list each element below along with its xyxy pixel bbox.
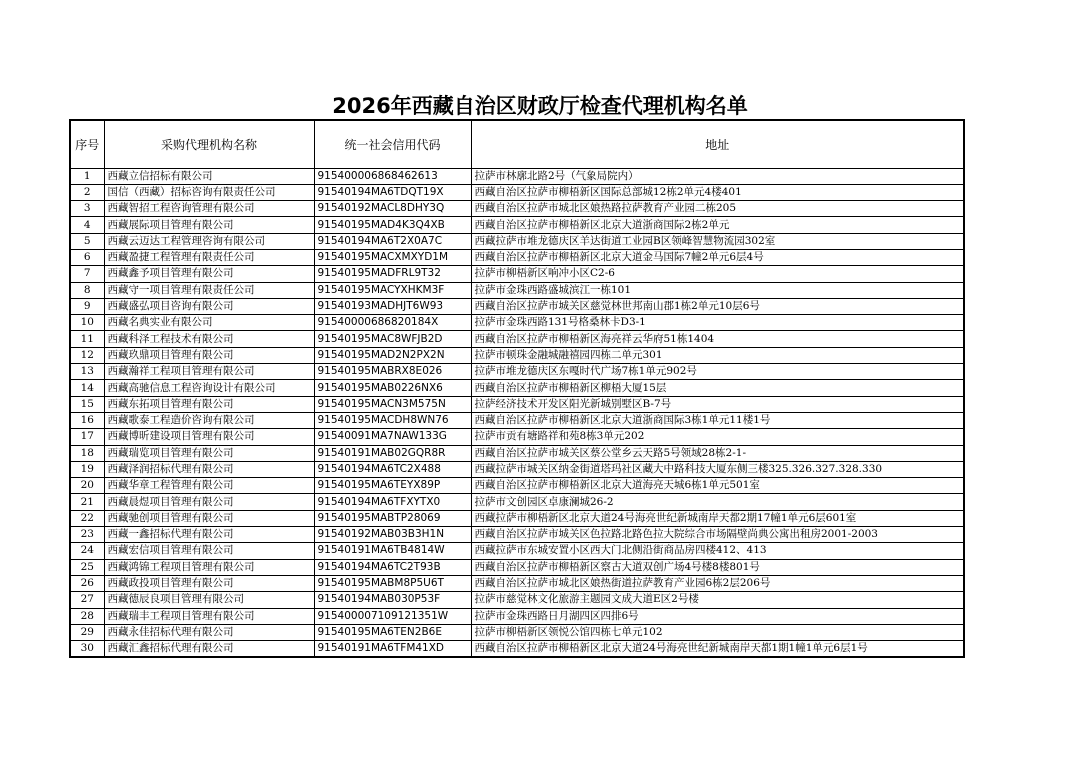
cell-credit-code: 91540195MACYXHKM3F [314, 282, 471, 298]
cell-credit-code: 91540194MAB030P53F [314, 592, 471, 608]
table-row [70, 201, 964, 217]
table-row [70, 184, 964, 200]
cell-address: 西藏自治区拉萨市柳梧新区柳梧大厦15层 [471, 380, 964, 396]
cell-credit-code: 91540195MA6TEYX89P [314, 478, 471, 494]
cell-credit-code: 91540195MABTP28069 [314, 510, 471, 526]
header-seq: 序号 [70, 120, 104, 168]
cell-agency-name: 西藏政投项目管理有限公司 [104, 575, 314, 591]
cell-seq: 19 [70, 461, 104, 477]
table-row [70, 608, 964, 624]
cell-credit-code: 91540195MAD4K3Q4XB [314, 217, 471, 233]
cell-address: 西藏自治区拉萨市柳梧新区北京大道海亮天城6栋1单元501室 [471, 478, 964, 494]
table-row [70, 461, 964, 477]
cell-address: 拉萨市柳梧新区领悦公馆四栋七单元102 [471, 624, 964, 640]
cell-agency-name: 西藏瑞览项目管理有限公司 [104, 445, 314, 461]
cell-address: 拉萨市堆龙德庆区东嘎时代广场7栋1单元902号 [471, 364, 964, 380]
cell-agency-name: 西藏东拓项目管理有限公司 [104, 396, 314, 412]
cell-seq: 2 [70, 184, 104, 200]
table-row [70, 624, 964, 640]
cell-address: 西藏自治区拉萨市城关区色拉路北路色拉大院综合市场隔壁尚典公寓出租房2001-2003 [471, 527, 964, 543]
cell-seq: 10 [70, 315, 104, 331]
table-row [70, 168, 964, 184]
cell-credit-code: 91540191MA6TFM41XD [314, 641, 471, 658]
cell-credit-code: 91540195MAB0226NX6 [314, 380, 471, 396]
cell-address: 西藏自治区拉萨市柳梧新区察古大道双创广场4号楼8楼801号 [471, 559, 964, 575]
cell-credit-code: 91540091MA7NAW133G [314, 429, 471, 445]
table-row [70, 575, 964, 591]
cell-agency-name: 西藏永佳招标代理有限公司 [104, 624, 314, 640]
cell-seq: 30 [70, 641, 104, 658]
cell-credit-code: 91540194MA6TDQT19X [314, 184, 471, 200]
table-row [70, 559, 964, 575]
cell-agency-name: 西藏鑫予项目管理有限公司 [104, 266, 314, 282]
table-row [70, 282, 964, 298]
cell-agency-name: 西藏名典实业有限公司 [104, 315, 314, 331]
cell-seq: 25 [70, 559, 104, 575]
cell-credit-code: 915400006868462613 [314, 168, 471, 184]
cell-credit-code: 91540195MABM8P5U6T [314, 575, 471, 591]
cell-agency-name: 西藏盈捷工程管理有限责任公司 [104, 249, 314, 265]
cell-seq: 9 [70, 298, 104, 314]
cell-address: 西藏拉萨市堆龙德庆区羊达街道工业园B区领峰智慧物流园302室 [471, 233, 964, 249]
cell-seq: 24 [70, 543, 104, 559]
cell-address: 拉萨经济技术开发区阳光新城别墅区B-7号 [471, 396, 964, 412]
cell-seq: 21 [70, 494, 104, 510]
table-row [70, 429, 964, 445]
table-row [70, 494, 964, 510]
cell-address: 拉萨市金珠西路131号格桑林卡D3-1 [471, 315, 964, 331]
table-row [70, 315, 964, 331]
table-row [70, 510, 964, 526]
cell-agency-name: 西藏科泽工程技术有限公司 [104, 331, 314, 347]
cell-credit-code: 91540195MACN3M575N [314, 396, 471, 412]
cell-credit-code: 91540194MA6TC2T93B [314, 559, 471, 575]
cell-address: 西藏自治区拉萨市柳梧新区北京大道24号海亮世纪新城南岸天都1期1幢1单元6层1号 [471, 641, 964, 658]
cell-credit-code: 91540195MAD2N2PX2N [314, 347, 471, 363]
cell-seq: 6 [70, 249, 104, 265]
cell-agency-name: 西藏瀚祥工程项目管理有限公司 [104, 364, 314, 380]
cell-agency-name: 西藏瑞丰工程项目管理有限公司 [104, 608, 314, 624]
cell-agency-name: 西藏智招工程咨询管理有限公司 [104, 201, 314, 217]
table-body [70, 168, 964, 657]
cell-agency-name: 西藏宏信项目管理有限公司 [104, 543, 314, 559]
cell-agency-name: 西藏博昕建设项目管理有限公司 [104, 429, 314, 445]
cell-credit-code: 91540191MA6TB4814W [314, 543, 471, 559]
table-row [70, 380, 964, 396]
cell-credit-code: 91540195MA6TEN2B6E [314, 624, 471, 640]
cell-agency-name: 西藏云迈达工程管理咨询有限公司 [104, 233, 314, 249]
cell-credit-code: 91540195MAC8WFJB2D [314, 331, 471, 347]
cell-credit-code: 91540194MA6T2X0A7C [314, 233, 471, 249]
cell-address: 拉萨市顿珠金融城融禧园四栋二单元301 [471, 347, 964, 363]
cell-seq: 12 [70, 347, 104, 363]
cell-address: 拉萨市林廓北路2号（气象局院内） [471, 168, 964, 184]
table-row [70, 347, 964, 363]
table-row [70, 396, 964, 412]
cell-address: 拉萨市金珠西路日月湖四区四排6号 [471, 608, 964, 624]
cell-seq: 1 [70, 168, 104, 184]
cell-agency-name: 西藏高驰信息工程咨询设计有限公司 [104, 380, 314, 396]
cell-agency-name: 西藏玖鼎项目管理有限公司 [104, 347, 314, 363]
cell-seq: 20 [70, 478, 104, 494]
cell-address: 拉萨市慈觉林文化旅游主题园文成大道E区2号楼 [471, 592, 964, 608]
cell-address: 拉萨市贡有塘路祥和苑8栋3单元202 [471, 429, 964, 445]
header-code: 统一社会信用代码 [314, 120, 471, 168]
cell-credit-code: 915400007109121351W [314, 608, 471, 624]
cell-seq: 23 [70, 527, 104, 543]
cell-seq: 17 [70, 429, 104, 445]
cell-agency-name: 西藏汇鑫招标代理有限公司 [104, 641, 314, 658]
cell-agency-name: 西藏华章工程管理有限公司 [104, 478, 314, 494]
cell-seq: 3 [70, 201, 104, 217]
table-row [70, 412, 964, 428]
cell-seq: 15 [70, 396, 104, 412]
cell-agency-name: 西藏泽润招标代理有限公司 [104, 461, 314, 477]
cell-address: 拉萨市文创园区卓康澜城26-2 [471, 494, 964, 510]
cell-address: 西藏自治区拉萨市柳梧新区北京大道金马国际7幢2单元6层4号 [471, 249, 964, 265]
table-row [70, 364, 964, 380]
cell-agency-name: 西藏歌泰工程造价咨询有限公司 [104, 412, 314, 428]
cell-seq: 29 [70, 624, 104, 640]
cell-seq: 27 [70, 592, 104, 608]
cell-credit-code: 91540192MAB03B3H1N [314, 527, 471, 543]
cell-address: 西藏拉萨市城关区纳金街道塔玛社区藏大中路科技大厦东侧三楼325.326.327.328.330 [471, 461, 964, 477]
agency-table [69, 119, 965, 658]
cell-seq: 7 [70, 266, 104, 282]
cell-address: 拉萨市柳梧新区响冲小区C2-6 [471, 266, 964, 282]
cell-address: 西藏自治区拉萨市柳梧新区海亮祥云华府51栋1404 [471, 331, 964, 347]
cell-credit-code: 91540192MACL8DHY3Q [314, 201, 471, 217]
cell-seq: 16 [70, 412, 104, 428]
cell-seq: 13 [70, 364, 104, 380]
cell-address: 西藏自治区拉萨市城北区娘热路拉萨教育产业园二栋205 [471, 201, 964, 217]
cell-seq: 5 [70, 233, 104, 249]
cell-address: 西藏拉萨市柳梧新区北京大道24号海亮世纪新城南岸天都2期17幢1单元6层601室 [471, 510, 964, 526]
cell-seq: 18 [70, 445, 104, 461]
cell-credit-code: 91540000686820184X [314, 315, 471, 331]
header-address: 地址 [471, 120, 964, 168]
cell-seq: 14 [70, 380, 104, 396]
table-row [70, 592, 964, 608]
cell-address: 西藏自治区拉萨市柳梧新区北京大道浙商国际3栋1单元11楼1号 [471, 412, 964, 428]
cell-agency-name: 西藏驰创项目管理有限公司 [104, 510, 314, 526]
cell-address: 西藏自治区拉萨市城关区慈觉林世邦南山郡1栋2单元10层6号 [471, 298, 964, 314]
cell-credit-code: 91540195MADFRL9T32 [314, 266, 471, 282]
cell-credit-code: 91540194MA6TC2X488 [314, 461, 471, 477]
table-row [70, 527, 964, 543]
cell-address: 西藏自治区拉萨市城北区娘热街道拉萨教育产业园6栋2层206号 [471, 575, 964, 591]
cell-agency-name: 国信（西藏）招标咨询有限责任公司 [104, 184, 314, 200]
table-row [70, 266, 964, 282]
cell-seq: 8 [70, 282, 104, 298]
cell-credit-code: 91540195MACXMXYD1M [314, 249, 471, 265]
table-row [70, 478, 964, 494]
cell-credit-code: 91540191MAB02GQR8R [314, 445, 471, 461]
cell-agency-name: 西藏展际项目管理有限公司 [104, 217, 314, 233]
cell-seq: 4 [70, 217, 104, 233]
table-row [70, 233, 964, 249]
cell-credit-code: 91540193MADHJT6W93 [314, 298, 471, 314]
cell-address: 西藏自治区拉萨市城关区蔡公堂乡云天路5号领域28栋2-1- [471, 445, 964, 461]
cell-address: 拉萨市金珠西路盛城滨江一栋101 [471, 282, 964, 298]
cell-seq: 26 [70, 575, 104, 591]
table-row [70, 331, 964, 347]
page-title: 2026年西藏自治区财政厅检查代理机构名单 [332, 94, 748, 118]
cell-agency-name: 西藏一鑫招标代理有限公司 [104, 527, 314, 543]
table-header-row [70, 120, 964, 168]
cell-seq: 28 [70, 608, 104, 624]
cell-seq: 22 [70, 510, 104, 526]
table-row [70, 543, 964, 559]
cell-credit-code: 91540194MA6TFXYTX0 [314, 494, 471, 510]
table-row [70, 641, 964, 658]
table-row [70, 298, 964, 314]
header-name: 采购代理机构名称 [104, 120, 314, 168]
cell-agency-name: 西藏盛弘项目咨询有限公司 [104, 298, 314, 314]
cell-credit-code: 91540195MABRX8E026 [314, 364, 471, 380]
cell-agency-name: 西藏立信招标有限公司 [104, 168, 314, 184]
table-row [70, 249, 964, 265]
cell-seq: 11 [70, 331, 104, 347]
table-row [70, 217, 964, 233]
cell-agency-name: 西藏晨煜项目管理有限公司 [104, 494, 314, 510]
cell-agency-name: 西藏德辰良项目管理有限公司 [104, 592, 314, 608]
cell-agency-name: 西藏鸿锦工程项目管理有限公司 [104, 559, 314, 575]
cell-address: 西藏自治区拉萨市柳梧新区北京大道浙商国际2栋2单元 [471, 217, 964, 233]
cell-agency-name: 西藏守一项目管理有限责任公司 [104, 282, 314, 298]
cell-address: 西藏自治区拉萨市柳梧新区国际总部城12栋2单元4楼401 [471, 184, 964, 200]
cell-address: 西藏拉萨市东城安置小区西大门北侧沿街商品房四楼412、413 [471, 543, 964, 559]
table-row [70, 445, 964, 461]
cell-credit-code: 91540195MACDH8WN76 [314, 412, 471, 428]
